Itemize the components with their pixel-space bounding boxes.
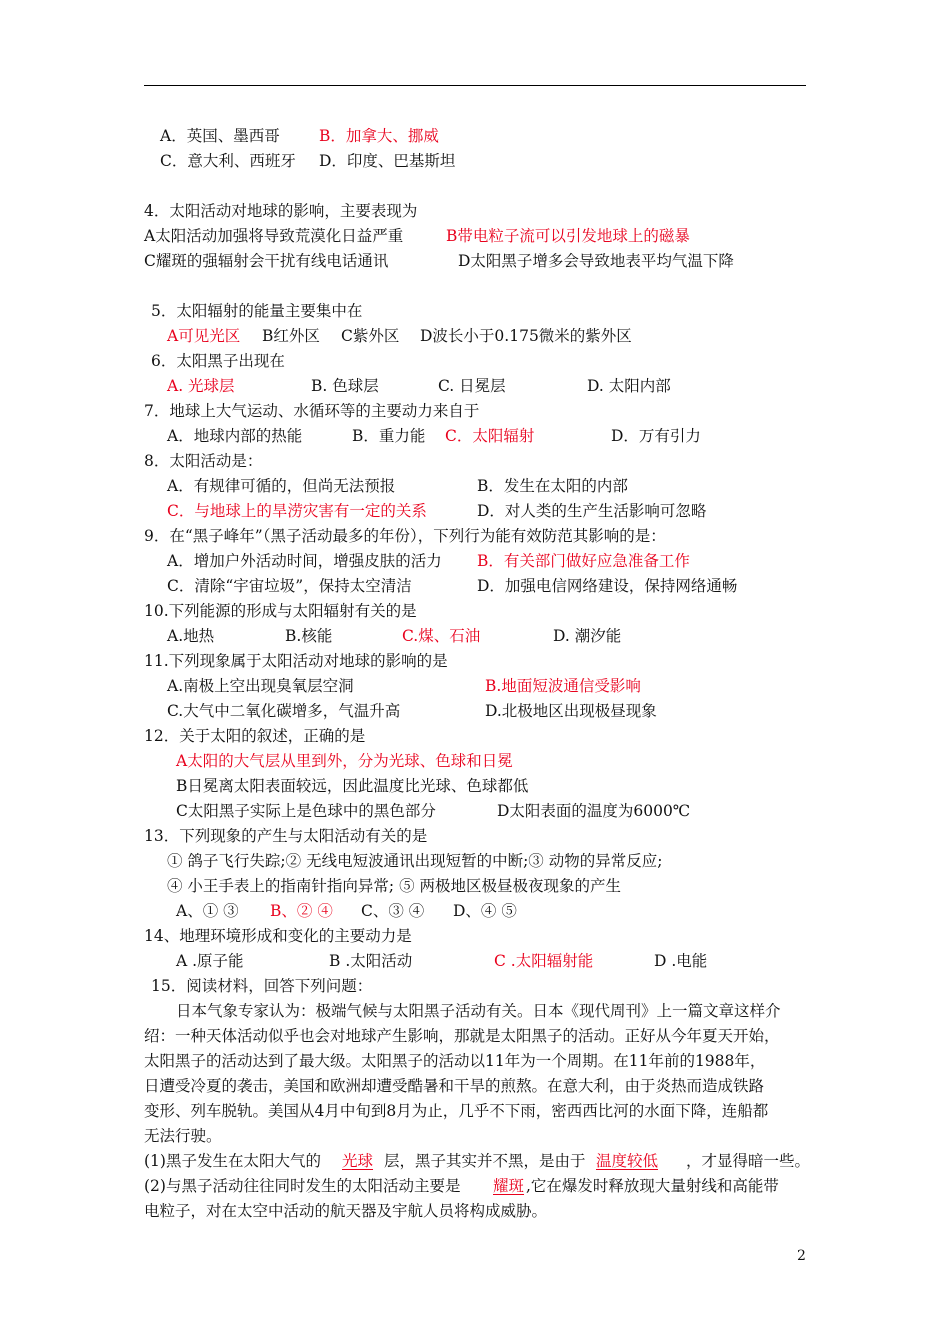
q15-sub1-post: ，才显得暗一些。 — [686, 1152, 811, 1170]
q12-option-b: B日冕离太阳表面较远，因此温度比光球、色球都低 — [176, 777, 529, 795]
q8-option-b: B．发生在太阳的内部 — [477, 477, 628, 495]
q10-option-d: D. 潮汐能 — [553, 627, 622, 645]
q6-option-c: C. 日冕层 — [438, 377, 506, 395]
q15-passage-1: 日本气象专家认为：极端气候与太阳黑子活动有关。日本《现代周刊》上一篇文章这样介 — [176, 1002, 781, 1020]
q13-option-d: D、④ ⑤ — [453, 902, 517, 920]
q13-items-2: ④ 小王手表上的指南针指向异常; ⑤ 两极地区极昼极夜现象的产生 — [167, 877, 622, 895]
q9-stem: 9．在“黑子峰年”（黑子活动最多的年份），下列行为能有效防范其影响的是： — [144, 527, 666, 545]
q9-option-a: A．增加户外活动时间，增强皮肤的活力 — [167, 552, 442, 570]
q14-option-a: A .原子能 — [176, 952, 244, 970]
q3-option-d: D．印度、巴基斯坦 — [319, 152, 456, 170]
q12-option-c: C太阳黑子实际上是色球中的黑色部分 — [176, 802, 436, 820]
q5-option-b: B红外区 — [262, 327, 320, 345]
q8-stem: 8．太阳活动是： — [144, 452, 263, 470]
q12-option-a: A太阳的大气层从里到外，分为光球、色球和日冕 — [176, 752, 513, 770]
q7-option-b: B．重力能 — [352, 427, 426, 445]
q15-sub2-pre: (2)与黑子活动往往同时发生的太阳活动主要是 — [144, 1177, 461, 1195]
q13-option-b: B、② ④ — [270, 902, 333, 920]
q8-option-c: C．与地球上的旱涝灾害有一定的关系 — [167, 502, 427, 520]
q15-stem: 15．阅读材料，回答下列问题： — [151, 977, 373, 995]
q12-stem: 12．关于太阳的叙述，正确的是 — [144, 727, 366, 745]
q15-passage-5: 变形、列车脱轨。美国从4月中旬到8月为止，几乎不下雨，密西西比河的水面下降，连船都 — [144, 1102, 769, 1120]
q6-option-d: D. 太阳内部 — [587, 377, 671, 395]
q5-option-d: D波长小于0.175微米的紫外区 — [420, 327, 632, 345]
q13-items-1: ① 鸽子飞行失踪;② 无线电短波通讯出现短暂的中断;③ 动物的异常反应; — [167, 852, 663, 870]
q9-option-d: D．加强电信网络建设，保持网络通畅 — [477, 577, 738, 595]
q15-passage-6: 无法行驶。 — [144, 1127, 222, 1145]
q12-option-d: D太阳表面的温度为6000℃ — [497, 802, 691, 820]
q11-option-d: D.北极地区出现极昼现象 — [485, 702, 657, 720]
q3-option-a: A．英国、墨西哥 — [160, 127, 280, 145]
q14-option-b: B .太阳活动 — [329, 952, 413, 970]
q11-option-a: A.南极上空出现臭氧层空洞 — [167, 677, 354, 695]
q5-stem: 5．太阳辐射的能量主要集中在 — [151, 302, 363, 320]
q11-option-c: C.大气中二氧化碳增多，气温升高 — [167, 702, 401, 720]
q15-sub1-mid: 层，黑子其实并不黑，是由于 — [384, 1152, 586, 1170]
q3-option-b: B．加拿大、挪威 — [319, 127, 439, 145]
q5-option-c: C紫外区 — [341, 327, 400, 345]
q15-sub1-answer-1: 光球 — [342, 1152, 374, 1170]
q4-option-d: D太阳黑子增多会导致地表平均气温下降 — [458, 252, 734, 270]
q8-option-a: A．有规律可循的，但尚无法预报 — [167, 477, 396, 495]
q4-stem: 4．太阳活动对地球的影响，主要表现为 — [144, 202, 418, 220]
q14-stem: 14、地理环境形成和变化的主要动力是 — [144, 927, 412, 945]
q10-stem: 10.下列能源的形成与太阳辐射有关的是 — [144, 602, 417, 620]
q15-sub1-answer-2: 温度较低 — [596, 1152, 659, 1170]
q14-option-d: D .电能 — [654, 952, 708, 970]
q7-option-d: D．万有引力 — [611, 427, 701, 445]
q10-option-c: C.煤、石油 — [402, 627, 481, 645]
q15-sub2-post: ,它在爆发时释放现大量射线和高能带 — [526, 1177, 779, 1195]
q10-option-a: A.地热 — [167, 627, 215, 645]
q15-sub1-pre: (1)黑子发生在太阳大气的 — [144, 1152, 321, 1170]
q9-option-b: B．有关部门做好应急准备工作 — [477, 552, 690, 570]
q9-option-c: C．清除“宇宙垃圾”，保持太空清洁 — [167, 577, 412, 595]
q10-option-b: B.核能 — [285, 627, 333, 645]
q6-option-b: B. 色球层 — [311, 377, 379, 395]
q13-option-a: A、① ③ — [176, 902, 239, 920]
q4-option-c: C耀斑的强辐射会干扰有线电话通讯 — [144, 252, 389, 270]
q15-passage-3: 太阳黑子的活动达到了最大级。太阳黑子的活动以11年为一个周期。在11年前的1988年， — [144, 1052, 766, 1070]
q13-stem: 13．下列现象的产生与太阳活动有关的是 — [144, 827, 428, 845]
q7-option-c: C．太阳辐射 — [445, 427, 535, 445]
q6-stem: 6．太阳黑子出现在 — [151, 352, 285, 370]
q14-option-c: C .太阳辐射能 — [494, 952, 594, 970]
q4-option-a: A太阳活动加强将导致荒漠化日益严重 — [144, 227, 404, 245]
q13-option-c: C、③ ④ — [361, 902, 425, 920]
q5-option-a: A可见光区 — [167, 327, 241, 345]
q6-option-a: A. 光球层 — [167, 377, 235, 395]
q15-sub2-answer: 耀斑 — [493, 1177, 525, 1195]
q8-option-d: D．对人类的生产生活影响可忽略 — [477, 502, 707, 520]
q4-option-b: B带电粒子流可以引发地球上的磁暴 — [446, 227, 690, 245]
q15-sub2-cont: 电粒子，对在太空中活动的航天器及宇航人员将构成威胁。 — [144, 1202, 548, 1220]
q7-option-a: A．地球内部的热能 — [167, 427, 303, 445]
q11-stem: 11.下列现象属于太阳活动对地球的影响的是 — [144, 652, 448, 670]
q7-stem: 7．地球上大气运动、水循环等的主要动力来自于 — [144, 402, 480, 420]
header-rule — [144, 85, 806, 86]
q11-option-b: B.地面短波通信受影响 — [485, 677, 641, 695]
page-number: 2 — [797, 1248, 806, 1264]
q15-passage-4: 日遭受冷夏的袭击，美国和欧洲却遭受酷暑和干旱的煎熬。在意大利，由于炎热而造成铁路 — [144, 1077, 765, 1095]
q15-passage-2: 绍：一种天体活动似乎也会对地球产生影响，那就是太阳黑子的活动。正好从今年夏天开始， — [144, 1027, 780, 1045]
q3-option-c: C．意大利、西班牙 — [160, 152, 296, 170]
